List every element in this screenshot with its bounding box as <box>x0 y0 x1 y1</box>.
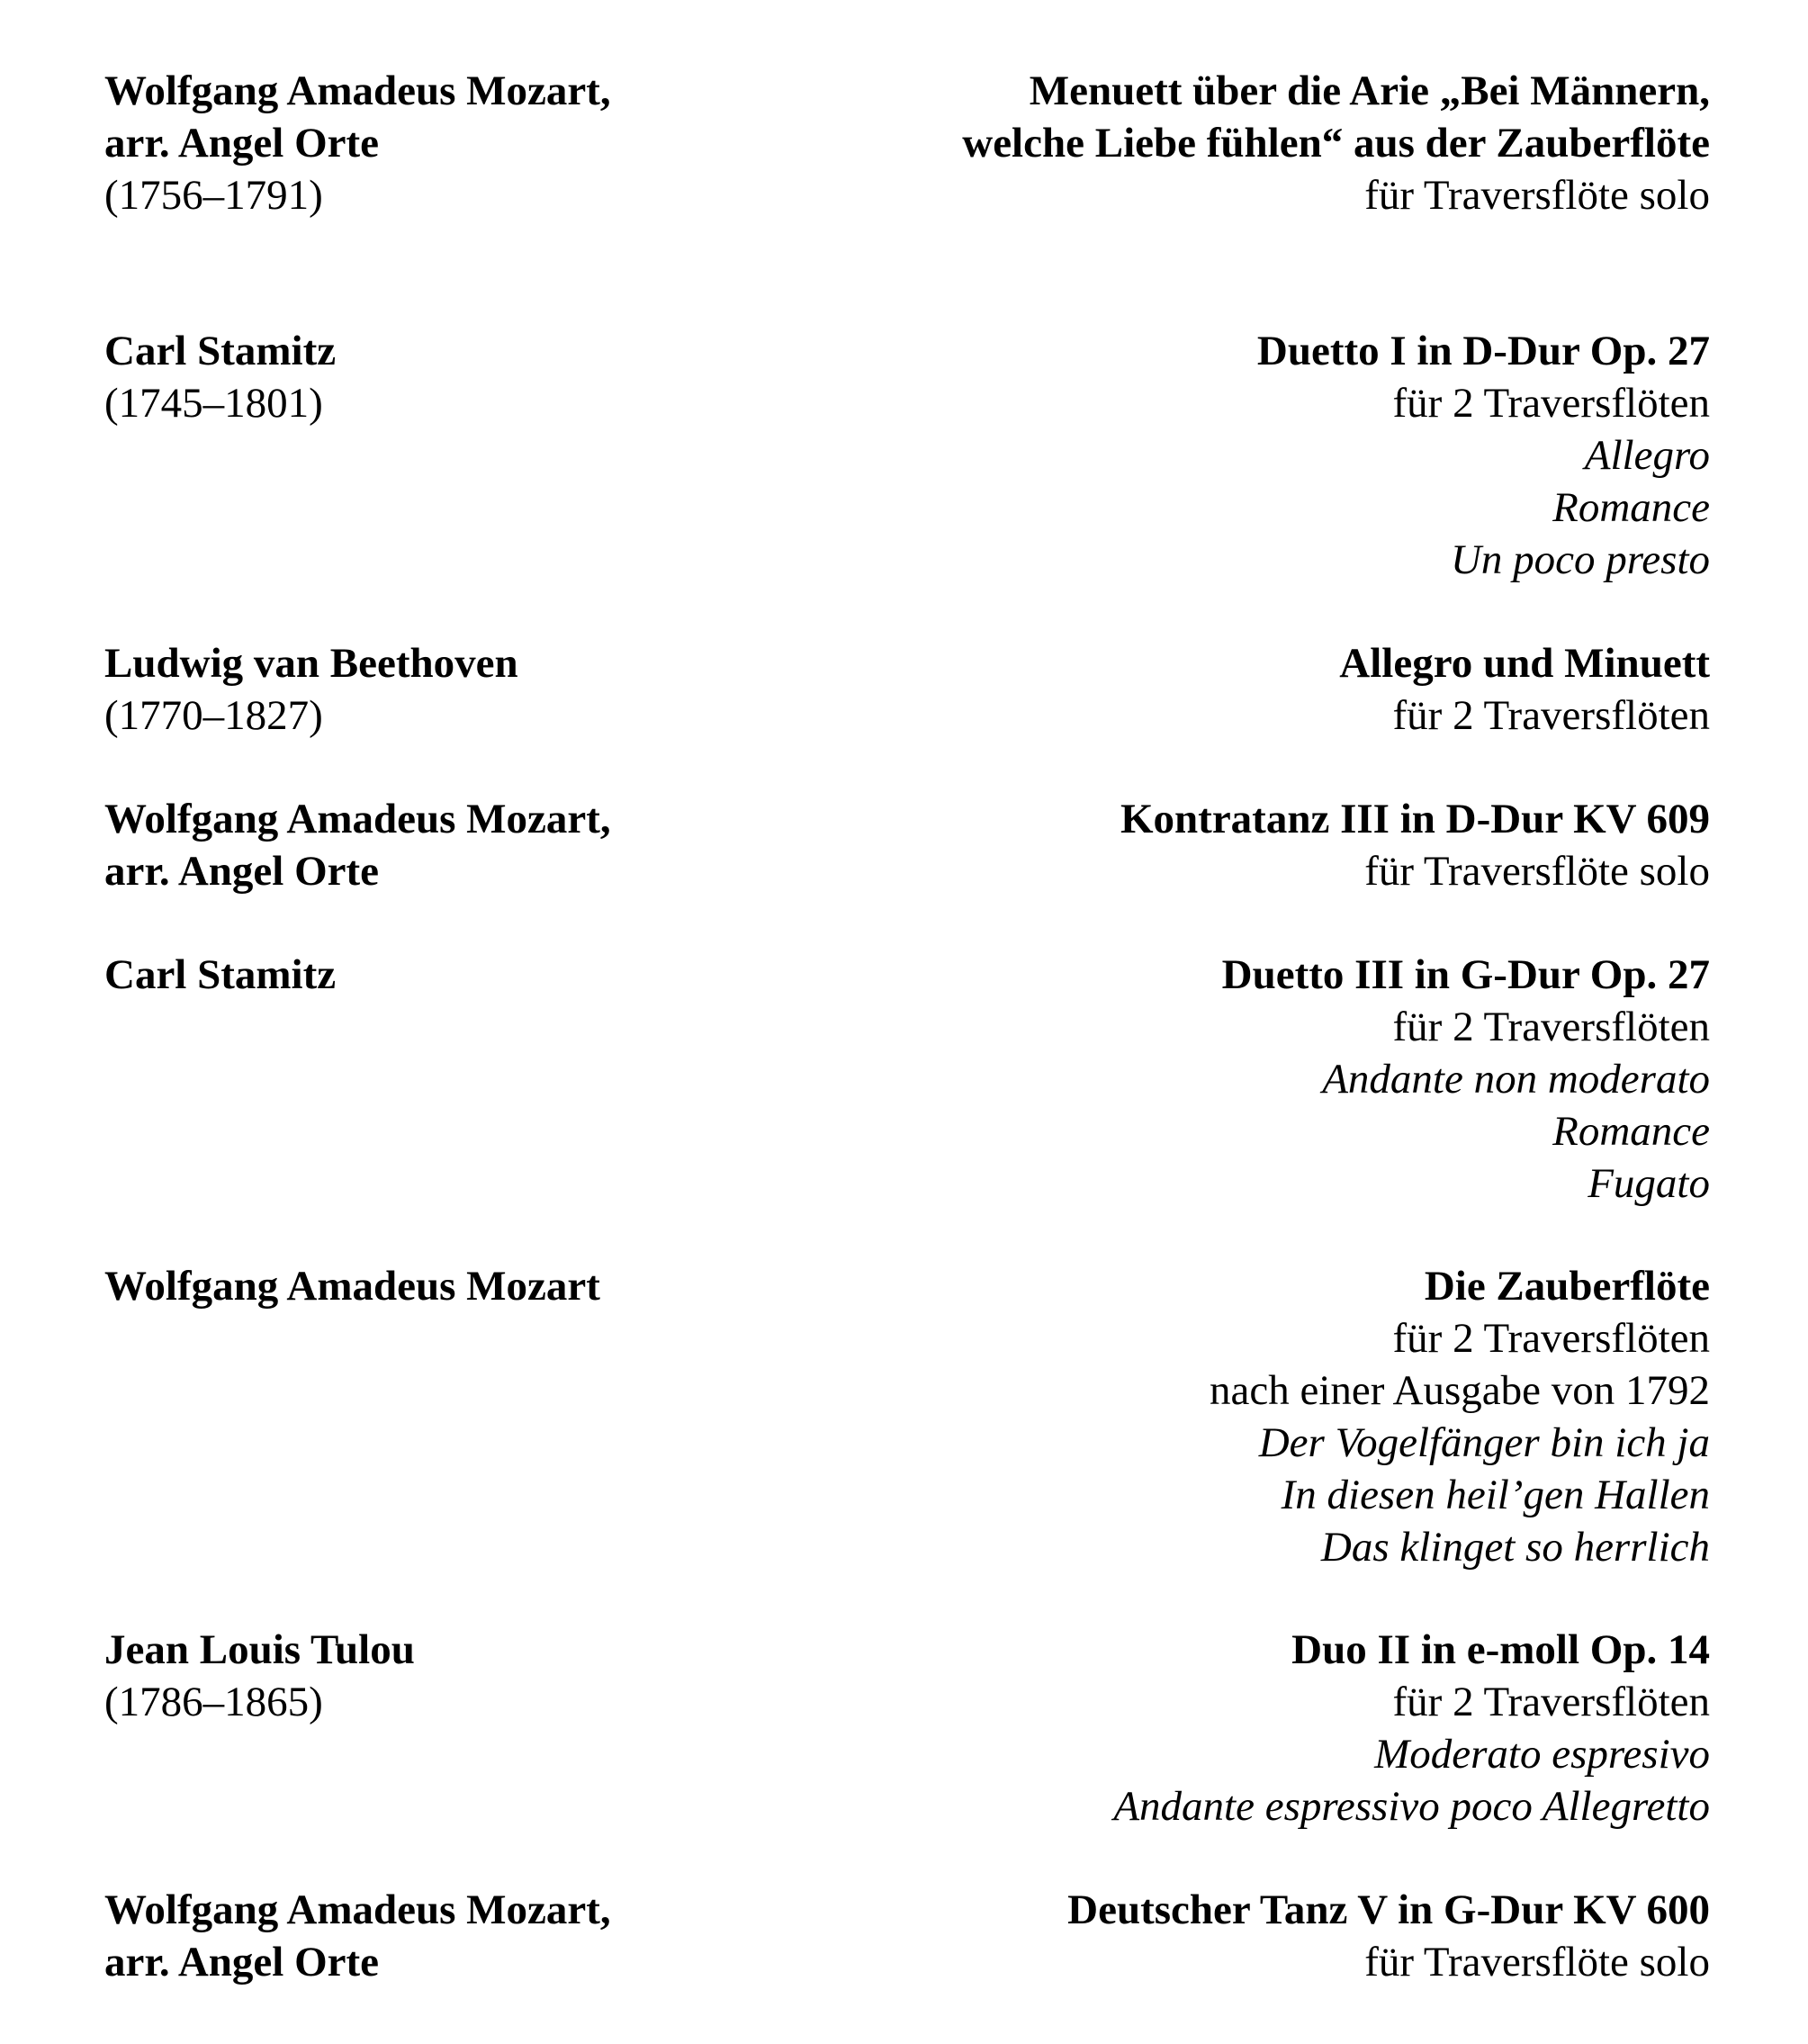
edition-note: nach einer Ausgabe von 1792 <box>1209 1367 1710 1414</box>
movement: Andante non moderato <box>1322 1056 1710 1103</box>
composer-name: Ludwig van Beethoven <box>104 640 518 687</box>
movement: Moderato espresivo <box>1374 1731 1710 1778</box>
work-block <box>450 1260 1710 1573</box>
work-title: Duo II in e-moll Op. 14 <box>1291 1626 1710 1673</box>
work-block <box>450 793 1710 897</box>
movement: Das klinget so herrlich <box>1320 1524 1710 1571</box>
work-title: Die Zauberflöte <box>1424 1263 1710 1310</box>
composer-name: Wolfgang Amadeus Mozart, <box>104 796 611 842</box>
instrumentation: für Traversflöte solo <box>1364 172 1710 219</box>
instrumentation: für 2 Traversflöten <box>1392 1004 1710 1050</box>
composer-dates: (1770–1827) <box>104 692 323 739</box>
arranger-name: arr. Angel Orte <box>104 848 379 895</box>
movement: In diesen heil’gen Hallen <box>1281 1472 1710 1518</box>
movement: Der Vogelfänger bin ich ja <box>1258 1419 1710 1466</box>
composer-name: Wolfgang Amadeus Mozart, <box>104 68 611 114</box>
instrumentation: für 2 Traversflöten <box>1392 1315 1710 1362</box>
composer-dates: (1786–1865) <box>104 1679 323 1725</box>
work-block <box>450 637 1710 742</box>
composer-name: Carl Stamitz <box>104 328 337 374</box>
movement: Romance <box>1552 1108 1710 1155</box>
work-title: Duetto III in G-Dur Op. 27 <box>1221 951 1710 998</box>
composer-dates: (1745–1801) <box>104 380 323 427</box>
composer-dates: (1756–1791) <box>104 172 323 219</box>
composer-name: Wolfgang Amadeus Mozart <box>104 1263 600 1310</box>
movement: Romance <box>1552 484 1710 531</box>
work-block <box>450 949 1710 1210</box>
arranger-name: arr. Angel Orte <box>104 120 379 167</box>
work-block <box>450 65 1710 221</box>
composer-name: Carl Stamitz <box>104 951 337 998</box>
instrumentation: für 2 Traversflöten <box>1392 692 1710 739</box>
movement: Andante espressivo poco Allegretto <box>1113 1783 1710 1830</box>
instrumentation: für Traversflöte solo <box>1364 848 1710 895</box>
work-block <box>450 1624 1710 1832</box>
movement: Allegro <box>1584 432 1710 479</box>
work-block <box>450 325 1710 586</box>
arranger-name: arr. Angel Orte <box>104 1939 379 1985</box>
work-title: Deutscher Tanz V in G-Dur KV 600 <box>1067 1886 1710 1933</box>
work-title: welche Liebe fühlen“ aus der Zauberflöte <box>962 120 1710 167</box>
instrumentation: für 2 Traversflöten <box>1392 380 1710 427</box>
work-title: Allegro und Minuett <box>1339 640 1710 687</box>
work-block <box>450 1884 1710 1988</box>
instrumentation: für 2 Traversflöten <box>1392 1679 1710 1725</box>
movement: Fugato <box>1588 1160 1710 1207</box>
instrumentation: für Traversflöte solo <box>1364 1939 1710 1985</box>
work-title: Menuett über die Arie „Bei Männern, <box>1029 68 1710 114</box>
composer-name: Wolfgang Amadeus Mozart, <box>104 1886 611 1933</box>
composer-name: Jean Louis Tulou <box>104 1626 415 1673</box>
work-title: Duetto I in D-Dur Op. 27 <box>1256 328 1710 374</box>
work-title: Kontratanz III in D-Dur KV 609 <box>1120 796 1710 842</box>
movement: Un poco presto <box>1450 536 1710 583</box>
